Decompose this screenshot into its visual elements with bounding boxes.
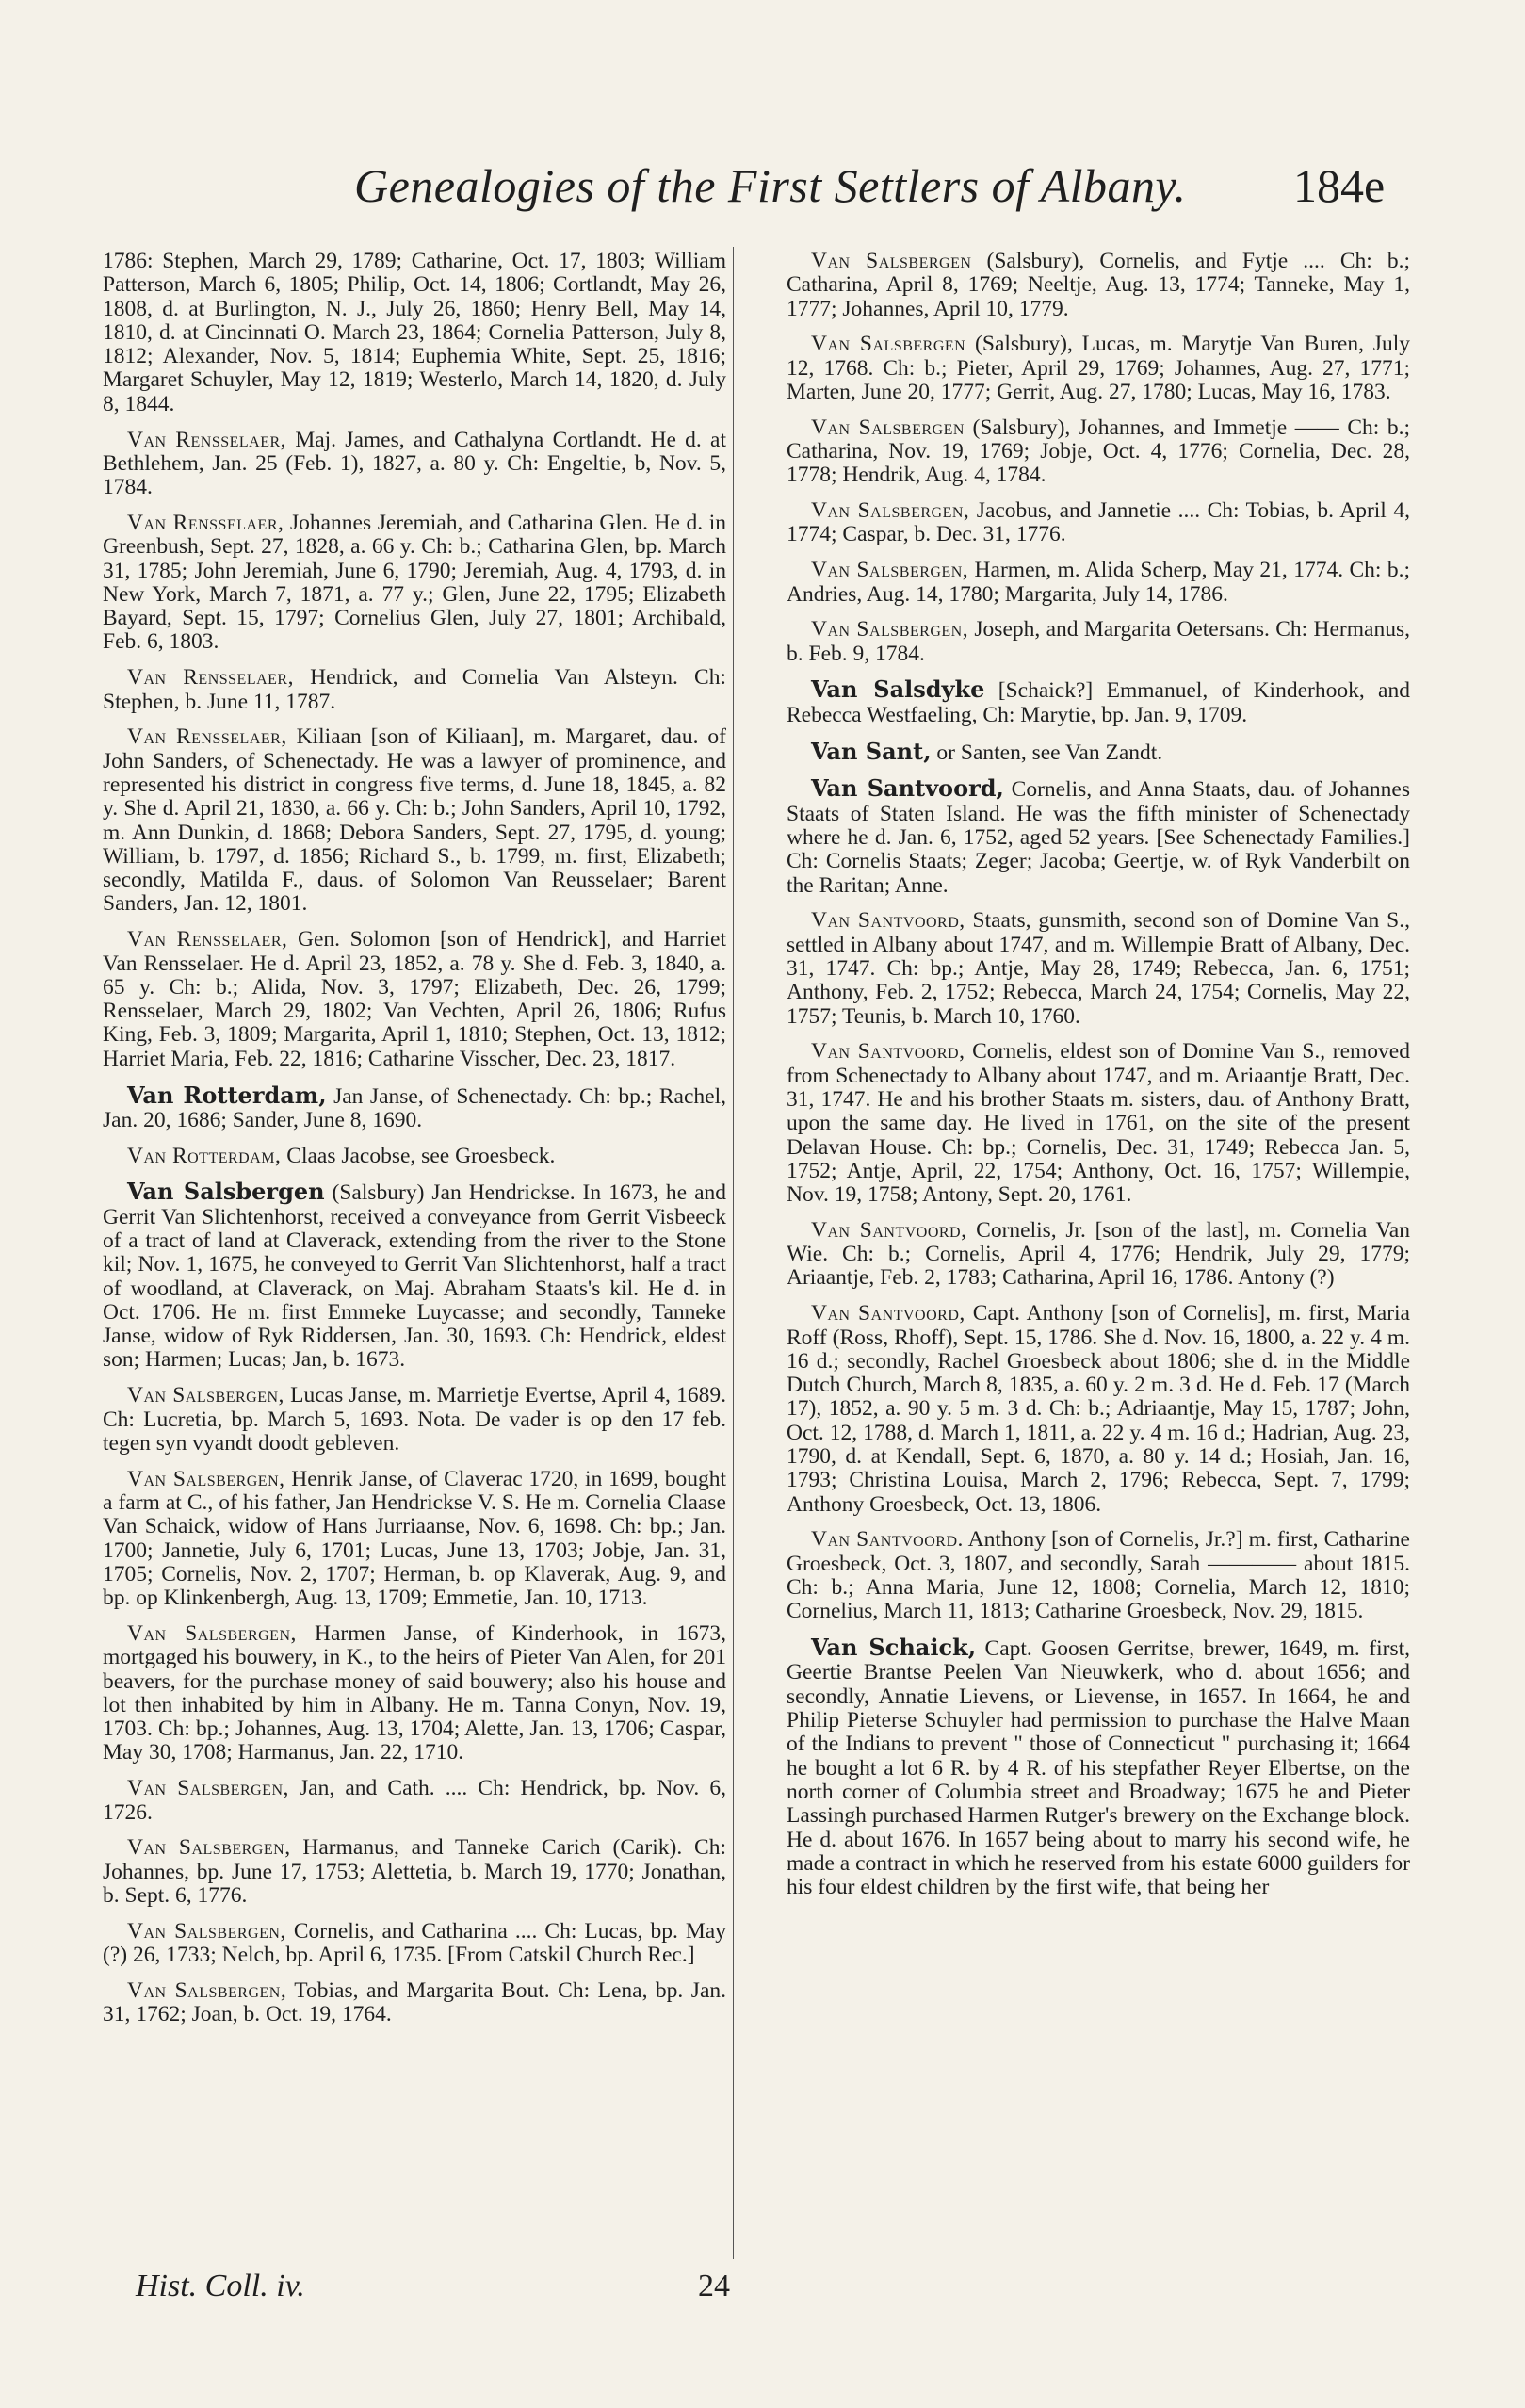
entry-surname: Van Rensselaer,: [127, 724, 287, 750]
entry-text: Maj. James, and Cathalyna Cortlandt. He d. at Bethlehem, Jan. 25 (Feb. 1), 1827, a. 80 y. Ch: Engeltie, b, Nov. 5, 1784.: [103, 427, 726, 500]
genealogy-entry: [787, 1528, 1410, 1623]
genealogy-entry: [103, 1777, 726, 1825]
entry-surname: Van Sant,: [811, 737, 932, 765]
right-column: [787, 250, 1410, 1912]
entry-surname: Van Salsbergen,: [811, 498, 970, 524]
genealogy-entry: [787, 559, 1410, 607]
entry-text: Cornelis, Jr. [son of the last], m. Cornelia Van Wie. Ch: b.; Cornelis, April 4, 1776; Hendrik, July 29, 1779; Ariaantje, Feb. 2, 1783; Catharina, April 16, 1786. Antony (?): [787, 1217, 1410, 1291]
genealogy-entry: [787, 737, 1410, 765]
entry-text: Jan, and Cath. .... Ch: Hendrick, bp. Nov. 6, 1726.: [103, 1776, 726, 1825]
entry-text: (Salsbury), Lucas, m. Marytje Van Buren, July 12, 1768. Ch: b.; Pieter, April 29, 1769; Johannes, Aug. 27, 1771; Marten, June 20, 1777; Gerrit, Aug. 27, 1780; Lucas, May 16, 1783.: [787, 332, 1410, 404]
entry-text: Hendrick, and Cornelia Van Alsteyn. Ch: Stephen, b. June 11, 1787.: [103, 665, 726, 714]
entry-surname: Van Schaick,: [811, 1634, 977, 1662]
genealogy-entry: [103, 1180, 726, 1372]
genealogy-entry: [787, 909, 1410, 1028]
entry-surname: Van Rensselaer,: [127, 665, 294, 691]
entry-text: Cornelis, and Anna Staats, dau. of Johannes Staats of Staten Island. He was the fifth minister of Schenectady where he d. Jan. 6, 1752, aged 52 years. [See Schenectady Families.] Ch: Cornelis Staats; Zeger; Jacoba; Geertje, w. of Ryk Vanderbilt on the Raritan; Anne.: [787, 777, 1410, 898]
entry-surname: Van Rensselaer,: [127, 427, 287, 452]
entry-text: Harmen Janse, of Kinderhook, in 1673, mortgaged his bouwery, in K., to the heirs of Pieter Van Alen, for 201 beavers, for the purchase money of said bouwery; also his house and lot then inhabited by him in Albany. He m. Tanna Conyn, Nov. 19, 1703. Ch: bp.; Johannes, Aug. 13, 1704; Alette, Jan. 13, 1706; Caspar, May 30, 1708; Harmanus, Jan. 22, 1710.: [103, 1620, 726, 1765]
entry-surname: Van Salsbergen,: [127, 1835, 291, 1861]
genealogy-entry: [103, 928, 726, 1071]
entry-surname: Van Salsbergen,: [811, 617, 969, 643]
genealogy-entry: [103, 1145, 726, 1168]
entry-text: Capt. Anthony [son of Cornelis], m. first, Maria Roff (Ross, Rhoff), Sept. 15, 1786. She d. Nov. 16, 1800, a. 22 y. 4 m. 16 d.; secondly, Rachel Groesbeck about 1806; she d. in the Middle Dutch Church, March 8, 1835, a. 60 y. 2 m. 3 d. He d. Feb. 17 (March 17), 1852, a. 90 y. 5 m. 3 d. Ch: b.; Adriaantje, May 15, 1787; John, Oct. 12, 1788, d. March 1, 1811, a. 22 y. 4 m. 16 d.; Hadrian, Aug. 23, 1790, d. at Kendall, Sept. 6, 1870, a. 80 y. 14 d.; Hosiah, Jan. 16, 1793; Christina Louisa, March 2, 1796; Rebecca, Sept. 7, 1799; Anthony Groesbeck, Oct. 13, 1806.: [787, 1301, 1410, 1517]
entry-text: (Salsbury) Jan Hendrickse. In 1673, he and Gerrit Van Slichtenhorst, received a conveyance from Gerrit Visbeeck of a tract of land at Claverack, extending from the river to the Stone kil; Nov. 1, 1675, he conveyed to Gerrit Van Slichtenhorst, half a tract of woodland, at Claverack, on Maj. Abraham Staats's kil. He d. in Oct. 1706. He m. first Emmeke Luycasse; and secondly, Tanneke Janse, widow of Ryk Riddersen, Jan. 30, 1693. Ch: Hendrick, eldest son; Harmen; Lucas; Jan, b. 1673.: [103, 1180, 726, 1373]
entry-text: (Salsbury), Cornelis, and Fytje .... Ch: b.; Catharina, April 8, 1769; Neeltje, Aug. 13, 1774; Tanneke, May 1, 1777; Johannes, April 10, 1779.: [787, 249, 1410, 321]
genealogy-entry: [103, 1979, 726, 2027]
entry-surname: Van Salsbergen,: [811, 558, 969, 583]
entry-text: Harmen, m. Alida Scherp, May 21, 1774. Ch: b.; Andries, Aug. 14, 1780; Margarita, July 14, 1786.: [787, 558, 1410, 607]
genealogy-entry: [103, 1622, 726, 1765]
entry-text: Tobias, and Margarita Bout. Ch: Lena, bp. Jan. 31, 1762; Joan, b. Oct. 19, 1764.: [103, 1977, 726, 2027]
entry-surname: Van Salsbergen,: [127, 1776, 289, 1801]
entry-surname: Van Santvoord,: [811, 1217, 967, 1243]
entry-text: Harmanus, and Tanneke Carich (Carik). Ch: Johannes, bp. June 17, 1753; Alettetia, b. March 19, 1770; Jonathan, b. Sept. 6, 1776.: [103, 1835, 726, 1908]
genealogy-entry: [103, 1384, 726, 1456]
page-footer: [0, 2269, 1525, 2316]
left-column: [103, 250, 726, 2039]
entry-surname: Van Salsbergen,: [127, 1620, 297, 1646]
entry-text: [Schaick?] Emmanuel, of Kinderhook, and Rebecca Westfaeling, Ch: Marytie, bp. Jan. 9, 1709.: [787, 678, 1410, 727]
entry-surname: Van Santvoord,: [811, 1301, 965, 1326]
entry-text: Johannes Jeremiah, and Catharina Glen. He d. in Greenbush, Sept. 27, 1828, a. 66 y. Ch: b.; Catharina Glen, bp. March 31, 1785; John Jeremiah, June 6, 1790; Jeremiah, Aug. 4, 1793, d. in New York, March 7, 1871, a. 77 y.; Glen, June 22, 1795; Elizabeth Bayard, Sept. 15, 1797; Cornelius Glen, July 27, 1801; Archibald, Feb. 6, 1803.: [103, 510, 726, 655]
entry-surname: Van Salsbergen: [127, 1178, 325, 1206]
entry-surname: Van Santvoord,: [811, 908, 965, 934]
page-header: [0, 158, 1525, 234]
entry-surname: Van Salsbergen: [811, 249, 972, 273]
entry-text: Cornelis, and Catharina .... Ch: Lucas, bp. May (?) 26, 1733; Nelch, bp. April 6, 1735. [From Catskil Church Rec.]: [103, 1918, 726, 1967]
entry-surname: Van Santvoord,: [811, 774, 1004, 803]
entry-text: (Salsbury), Johannes, and Immetje —— Ch: b.; Catharina, Nov. 19, 1769; Jobje, Oct. 4, 1776; Cornelia, Dec. 28, 1778; Hendrik, Aug. 4, 1784.: [787, 415, 1410, 488]
signature-mark: Hist. Coll. iv.: [136, 2269, 305, 2303]
entry-text: Joseph, and Margarita Oetersans. Ch: Hermanus, b. Feb. 9, 1784.: [787, 617, 1410, 666]
entry-surname: Van Santvoord.: [811, 1527, 964, 1553]
genealogy-entry: [103, 512, 726, 655]
genealogy-entry: [787, 776, 1410, 897]
genealogy-entry: [103, 250, 726, 416]
entry-text: Capt. Goosen Gerritse, brewer, 1649, m. first, Geertie Brantse Peelen Van Nieuwkerk, who d. about 1656; and secondly, Annatie Lievens, or Lievense, in 1657. In 1664, he and Philip Pieterse Schuyler had permission to purchase the Halve Maan of the Indians to prevent " those of Connecticut " purchasing it; 1664 he bought a lot 6 R. by 4 R. of his stepfather Reyer Elbertse, on the north corner of Columbia street and Broadway; 1675 he and Pieter Lassingh purchased Harmen Rutger's brewery on the Exchange block. He d. about 1676. In 1657 being about to marry his second wife, he made a contract in which he reserved from his estate 6000 guilders for his four eldest children by the first wife, that being her: [787, 1636, 1410, 1900]
entry-text: Henrik Janse, of Claverac 1720, in 1699, bought a farm at C., of his father, Jan Hendrickse V. S. He m. Cornelia Claase Van Schaick, widow of Hans Jurriaanse, Nov. 6, 1698. Ch: bp.; Jan. 1700; Jannetie, July 6, 1701; Lucas, June 13, 1703; Jobje, Jan. 31, 1705; Cornelis, Nov. 2, 1707; Herman, b. op Klaverak, Aug. 9, and bp. op Klinkenbergh, Aug. 13, 1709; Emmetie, Jan. 10, 1713.: [103, 1466, 726, 1611]
genealogy-entry: [787, 618, 1410, 666]
genealogy-entry: [787, 1302, 1410, 1517]
entry-surname: Van Salsdyke: [811, 675, 985, 704]
entry-text: Jan Janse, of Schenectady. Ch: bp.; Rachel, Jan. 20, 1686; Sander, June 8, 1690.: [103, 1083, 726, 1132]
genealogy-entry: [103, 1920, 726, 1968]
entry-text: Cornelis, eldest son of Domine Van S., removed from Schenectady to Albany about 1747, and m. Ariaantje Bratt, Dec. 31, 1747. He and his brother Staats m. sisters, dau. of Anthony Bratt, upon the same day. He lived in 1761, on the site of the present Delavan House. Ch: bp.; Cornelis, Dec. 31, 1749; Rebecca Jan. 5, 1752; Antje, April, 22, 1754; Anthony, Oct. 16, 1757; Willempie, Nov. 19, 1758; Antony, Sept. 20, 1761.: [787, 1039, 1410, 1208]
genealogy-entry: [787, 250, 1410, 321]
entry-surname: Van Rotterdam,: [127, 1143, 282, 1168]
genealogy-entry: [103, 429, 726, 500]
entry-surname: Van Salsbergen,: [127, 1977, 287, 2003]
column-divider: [733, 247, 734, 2259]
entry-text: Lucas Janse, m. Marrietje Evertse, April 4, 1689. Ch: Lucretia, bp. March 5, 1693. Nota. De vader is op den 17 feb. tegen syn vyandt doodt gebleven.: [103, 1383, 726, 1456]
entry-surname: Van Salsbergen,: [127, 1383, 284, 1408]
entry-text: Anthony [son of Cornelis, Jr.?] m. first, Catharine Groesbeck, Oct. 3, 1807, and secondly, Sarah ———— about 1815. Ch: b.; Anna Maria, June 12, 1808; Cornelia, March 12, 1810; Cornelius, March 11, 1813; Catharine Groesbeck, Nov. 29, 1815.: [787, 1527, 1410, 1624]
entry-surname: Van Salsbergen,: [127, 1466, 285, 1491]
entry-surname: Van Salsbergen: [811, 332, 966, 357]
genealogy-entry: [103, 1836, 726, 1908]
entry-surname: Van Salsbergen,: [127, 1918, 286, 1944]
genealogy-entry: [787, 677, 1410, 727]
genealogy-entry: [787, 499, 1410, 547]
entry-text: or Santen, see Van Zandt.: [931, 740, 1163, 765]
genealogy-entry: [787, 333, 1410, 404]
genealogy-entry: [787, 1219, 1410, 1291]
genealogy-entry: [787, 1040, 1410, 1207]
entry-surname: Van Rensselaer,: [127, 927, 288, 952]
genealogy-entry: [103, 725, 726, 916]
entry-surname: Van Rensselaer,: [127, 510, 284, 535]
entry-text: Claas Jacobse, see Groesbeck.: [281, 1143, 556, 1168]
entry-text: Staats, gunsmith, second son of Domine Van S., settled in Albany about 1747, and m. Willempie Bratt of Albany, Dec. 31, 1747. Ch: bp.; Antje, May 28, 1749; Rebecca, Jan. 6, 1751; Anthony, Feb. 2, 1752; Rebecca, March 24, 1754; Cornelis, May 22, 1757; Teunis, b. March 10, 1760.: [787, 908, 1410, 1029]
signature-number: 24: [698, 2269, 730, 2303]
running-title: Genealogies of the First Settlers of Albany.: [354, 159, 1187, 212]
genealogy-entry: [103, 1468, 726, 1611]
entry-surname: Van Salsbergen: [811, 415, 965, 440]
genealogy-entry: [103, 1083, 726, 1133]
genealogy-entry: [103, 666, 726, 714]
entry-text: Kiliaan [son of Kiliaan], m. Margaret, dau. of John Sanders, of Schenectady. He was a lawyer of prominence, and represented his district in congress five terms, d. June 18, 1845, a. 82 y. She d. April 21, 1830, a. 66 y. Ch: b.; John Sanders, April 10, 1792, m. Ann Dunkin, d. 1868; Debora Sanders, Sept. 27, 1795, d. young; William, b. 1797, d. 1856; Richard S., b. 1799, m. first, Elizabeth; secondly, Matilda F., daus. of Solomon Van Reusselaer; Barent Sanders, Jan. 12, 1801.: [103, 724, 726, 917]
entry-text: 1786: Stephen, March 29, 1789; Catharine, Oct. 17, 1803; William Patterson, March 6, 1805; Philip, Oct. 14, 1806; Cortlandt, May 26, 1808, d. at Burlington, N. J., July 26, 1860; Henry Bell, May 14, 1810, d. at Cincinnati O. March 23, 1864; Cornelia Patterson, July 8, 1812; Alexander, Nov. 5, 1814; Euphemia White, Sept. 25, 1816; Margaret Schuyler, May 12, 1819; Westerlo, March 14, 1820, d. July 8, 1844.: [103, 249, 726, 416]
entry-surname: Van Rotterdam,: [127, 1081, 327, 1109]
genealogy-entry: [787, 416, 1410, 488]
entry-text: Gen. Solomon [son of Hendrick], and Harriet Van Rensselaer. He d. April 23, 1852, a. 78 y. She d. Feb. 3, 1840, a. 65 y. Ch: b.; Alida, Nov. 3, 1797; Elizabeth, Dec. 26, 1799; Rensselaer, March 29, 1802; Van Vechten, April 26, 1806; Rufus King, Feb. 3, 1809; Margarita, April 1, 1810; Stephen, Oct. 13, 1812; Harriet Maria, Feb. 22, 1816; Catharine Visscher, Dec. 23, 1817.: [103, 927, 726, 1071]
entry-text: Jacobus, and Jannetie .... Ch: Tobias, b. April 4, 1774; Caspar, b. Dec. 31, 1776.: [787, 498, 1410, 547]
genealogy-entry: [787, 1635, 1410, 1899]
page-number: 184e: [1293, 159, 1386, 212]
entry-surname: Van Santvoord,: [811, 1039, 965, 1065]
